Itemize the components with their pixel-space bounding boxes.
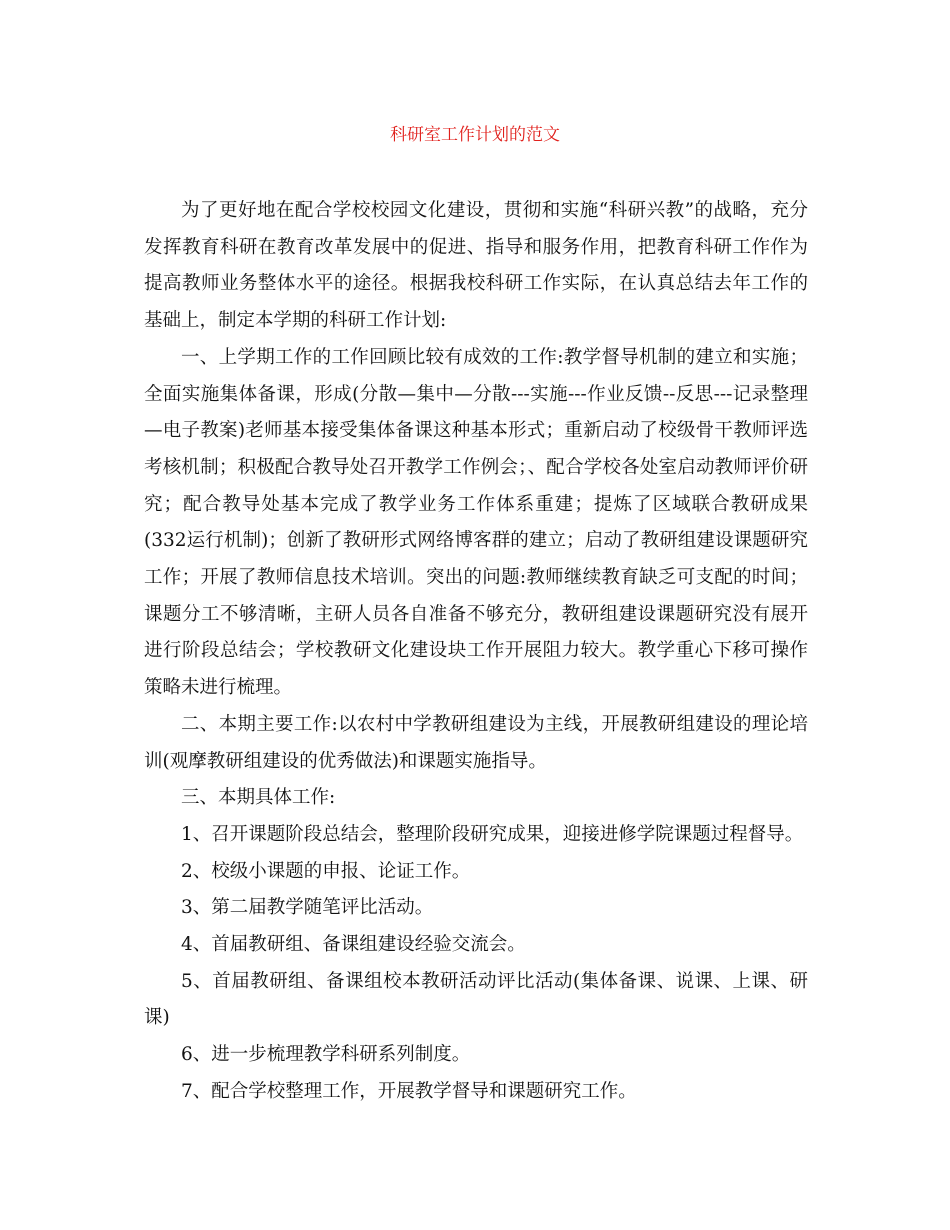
list-item-3: 3、第二届教学随笔评比活动。: [181, 897, 434, 919]
document-title: 科研室工作计划的范文: [390, 125, 560, 145]
paragraph-specific-heading: 三、本期具体工作:: [181, 787, 336, 809]
paragraph-review: 一、上学期工作的工作回顾比较有成效的工作:教学督导机制的建立和实施；全面实施集体备课，形成(分散—集中—分散---实施---作业反馈--反思---记录整理—电子教案)老师基本接受集体备课这种基本形式；重新启动了校级骨干教师评选考核机制；积极配合教导处召开教学工作例会；、配合学校各处室启动教师评价研究；配合教导处基本完成了教学业务工作体系重建；提炼了区域联合教研成果(332运行机制)；创新了教研形式网络博客群的建立；启动了教研组建设课题研究工作；开展了教师信息技术培训。突出的问题:教师继续教育缺乏可支配的时间；课题分工不够清晰，主研人员各自准备不够充分，教研组建设课题研究没有展开进行阶段总结会；学校教研文化建设块工作开展阻力较大。教学重心下移可操作策略未进行梳理。: [144, 346, 808, 699]
document-body: [144, 193, 808, 1111]
paragraph-intro: 为了更好地在配合学校校园文化建设，贯彻和实施“科研兴教”的战略，充分发挥教育科研在教育改革发展中的促进、指导和服务作用，把教育科研工作作为提高教师业务整体水平的途径。根据我校科研工作实际，在认真总结去年工作的基础上，制定本学期的科研工作计划:: [144, 200, 808, 332]
list-item-2: 2、校级小课题的申报、论证工作。: [181, 860, 471, 882]
list-item-7: 7、配合学校整理工作，开展教学督导和课题研究工作。: [181, 1080, 637, 1102]
paragraph-main-work: 二、本期主要工作:以农村中学教研组建设为主线，开展教研组建设的理论培训(观摩教研组建设的优秀做法)和课题实施指导。: [144, 713, 808, 772]
list-item-6: 6、进一步梳理教学科研系列制度。: [181, 1044, 471, 1066]
list-item-4: 4、首届教研组、备课组建设经验交流会。: [181, 934, 526, 956]
list-item-1: 1、召开课题阶段总结会，整理阶段研究成果，迎接进修学院课题过程督导。: [181, 823, 804, 845]
list-item-5: 5、首届教研组、备课组校本教研活动评比活动(集体备课、说课、上课、研课): [144, 970, 808, 1029]
